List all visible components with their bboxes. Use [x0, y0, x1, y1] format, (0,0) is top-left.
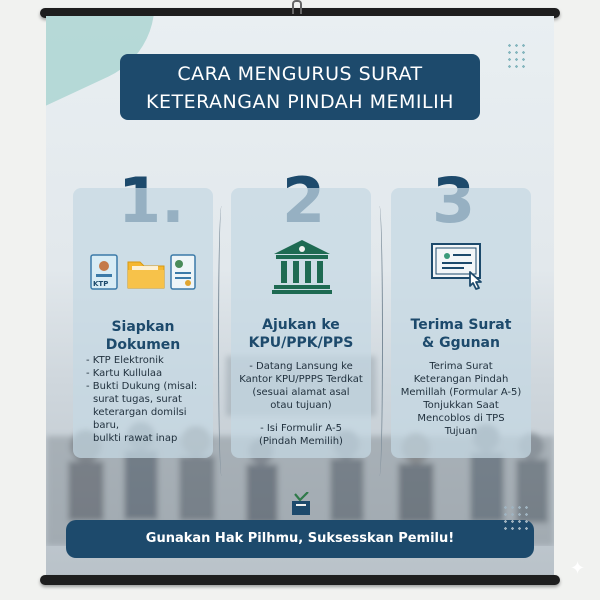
list-item: - Bukti Dukung (misal: [86, 381, 198, 392]
list-item: - KTP Elektronik [86, 355, 164, 366]
step-1-heading: Siapkan Dokumen [105, 319, 181, 353]
folder-icon [126, 256, 166, 290]
certificate-icon [170, 254, 196, 290]
list-item: otau tujuan) [270, 400, 332, 411]
list-item: (Pindah Memilih) [259, 436, 343, 447]
step-2-list [231, 360, 371, 448]
bottom-hanging-rod [40, 575, 560, 585]
ballot-box-icon [290, 492, 312, 516]
list-item: (sesuai alamat asal [252, 387, 350, 398]
government-building-icon [272, 238, 332, 294]
ktp-label: KTP [93, 280, 109, 288]
list-item: Terima Surat [429, 361, 493, 372]
list-item: Tujuan [444, 426, 478, 437]
list-item: surat tugas, surat [93, 394, 182, 405]
footer-slogan: Gunakan Hak Pilhmu, Suksesskan Pemilu! [66, 520, 534, 558]
divider-line [218, 206, 225, 476]
divider-line [376, 206, 383, 476]
step-2-heading-line-1: Ajukan ke [262, 317, 340, 333]
step-3-list [391, 360, 531, 438]
step-3-heading-line-1: Terima Surat [410, 317, 512, 333]
list-item: Kantor KPU/PPPS Terdkat [239, 374, 363, 385]
certificate-click-icon [430, 242, 490, 296]
step-2-heading [231, 316, 371, 352]
sparkle-icon: ✦ [570, 558, 586, 579]
title-line-2: KETERANGAN PINDAH MEMILIH [146, 91, 454, 113]
hanger-hook [292, 0, 302, 14]
step-3-heading [391, 316, 531, 352]
dot-pattern-decoration [502, 504, 528, 530]
list-item [231, 412, 371, 422]
list-item: Memillah (Formular A-5) [400, 387, 522, 398]
list-item: Tonjukkan Saat [423, 400, 499, 411]
banner [46, 16, 554, 576]
step-3-heading-line-2: & Ggunan [422, 335, 500, 351]
list-item: - Isi Formulir A-5 [260, 423, 342, 434]
list-item: Mencoblos di TPS [417, 413, 505, 424]
list-item: - Datang Lansung ke [249, 361, 353, 372]
list-item: - Kartu Kullulaa [86, 368, 163, 379]
step-2-heading-line-2: KPU/PPK/PPS [248, 335, 354, 351]
title-line-1: CARA MENGURUS SURAT [177, 63, 423, 85]
page-title [120, 54, 480, 120]
step-1-list [86, 354, 211, 445]
list-item: Keterangan Pindah [413, 374, 509, 385]
list-item: keterargan domilsi baru, [93, 407, 187, 431]
list-item: bulkti rawat inap [93, 433, 178, 444]
dot-pattern-decoration [506, 42, 528, 72]
